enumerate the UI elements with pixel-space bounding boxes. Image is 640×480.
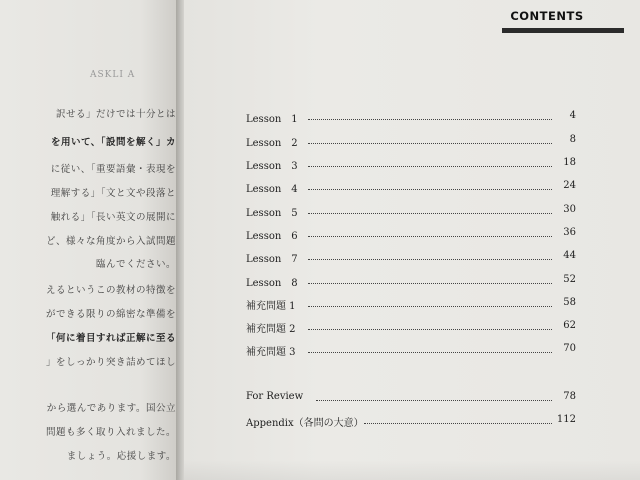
toc-label: Lesson 3 — [246, 161, 298, 172]
toc-label: Lesson 5 — [246, 208, 298, 219]
toc-page-number: 78 — [563, 391, 576, 402]
left-page-line: 」をしっかり突き詰めてほし — [45, 357, 176, 368]
left-page-line: 臨んでください。 — [95, 259, 176, 270]
toc-row — [246, 204, 576, 220]
toc-label: 補充問題 2 — [246, 324, 296, 335]
toc-label: Lesson 7 — [246, 254, 298, 265]
toc-row — [246, 180, 576, 196]
toc-label: Lesson 8 — [246, 278, 298, 289]
toc-row — [246, 227, 576, 243]
left-page-line: ができる限りの綿密な準備を — [45, 309, 176, 320]
toc-page-number: 30 — [563, 204, 576, 215]
contents-header-bar — [502, 28, 624, 33]
left-page-line: 訳せる」だけでは十分とは — [55, 109, 176, 120]
left-page-line: えるというこの教材の特徴を — [45, 285, 176, 296]
toc-leader-dots — [308, 213, 552, 214]
toc-page-number: 70 — [563, 343, 576, 354]
toc-row — [246, 414, 576, 430]
toc-label: Appendix（各問の大意） — [246, 418, 364, 429]
toc-label: 補充問題 1 — [246, 301, 296, 312]
toc-label: Lesson 6 — [246, 231, 298, 242]
contents-title: CONTENTS — [510, 9, 584, 23]
page-shadow — [184, 460, 640, 480]
left-page-line: ど、様々な角度から入試問題 — [45, 236, 176, 247]
toc-page-number: 44 — [563, 250, 576, 261]
toc-leader-dots — [308, 143, 552, 144]
toc-leader-dots — [308, 283, 552, 284]
left-page-line: を用いて、「設問を解く」カ — [50, 137, 176, 148]
toc-leader-dots — [308, 119, 552, 120]
toc-leader-dots — [308, 166, 552, 167]
toc-label: Lesson 4 — [246, 184, 298, 195]
toc-leader-dots — [308, 352, 552, 353]
toc-leader-dots — [308, 259, 552, 260]
toc-leader-dots — [308, 189, 552, 190]
toc-row — [246, 297, 576, 313]
left-page-line: から選んであります。国公立 — [46, 403, 176, 414]
left-page-line: に従い、「重要語彙・表現を — [50, 164, 176, 175]
toc-row — [246, 250, 576, 266]
toc-label: Lesson 1 — [246, 114, 298, 125]
toc-page-number: 18 — [563, 157, 576, 168]
toc-page-number: 4 — [569, 110, 576, 121]
left-page-heading: ASKLI A — [90, 70, 136, 80]
left-page-line: 理解する」「文と文や段落と — [50, 188, 176, 199]
toc-row — [246, 343, 576, 359]
toc-page-number: 8 — [569, 134, 576, 145]
left-page-line: ましょう。応援します。 — [66, 451, 176, 462]
toc-row — [246, 157, 576, 173]
toc-leader-dots — [316, 400, 552, 401]
toc-page-number: 62 — [563, 320, 576, 331]
toc-leader-dots — [308, 329, 552, 330]
toc-row — [246, 274, 576, 290]
toc-label: Lesson 2 — [246, 138, 298, 149]
toc-page-number: 112 — [556, 414, 576, 425]
toc-row — [246, 110, 576, 126]
toc-page-number: 36 — [563, 227, 576, 238]
left-page-line: 「何に着目すれば正解に至る — [45, 333, 176, 344]
toc-leader-dots — [364, 423, 552, 424]
toc-leader-dots — [308, 236, 552, 237]
toc-row — [246, 391, 576, 407]
toc-row — [246, 134, 576, 150]
toc-row — [246, 320, 576, 336]
toc-page-number: 24 — [563, 180, 576, 191]
toc-page-number: 58 — [563, 297, 576, 308]
left-page — [0, 0, 176, 480]
toc-leader-dots — [308, 306, 552, 307]
toc-label: For Review — [246, 391, 304, 402]
book-gutter — [176, 0, 184, 480]
toc-label: 補充問題 3 — [246, 347, 296, 358]
toc-page-number: 52 — [563, 274, 576, 285]
left-page-line: 問題も多く取り入れました。 — [45, 427, 176, 438]
right-page — [184, 0, 640, 480]
left-page-line: 触れる」「長い英文の展開に — [50, 212, 176, 223]
